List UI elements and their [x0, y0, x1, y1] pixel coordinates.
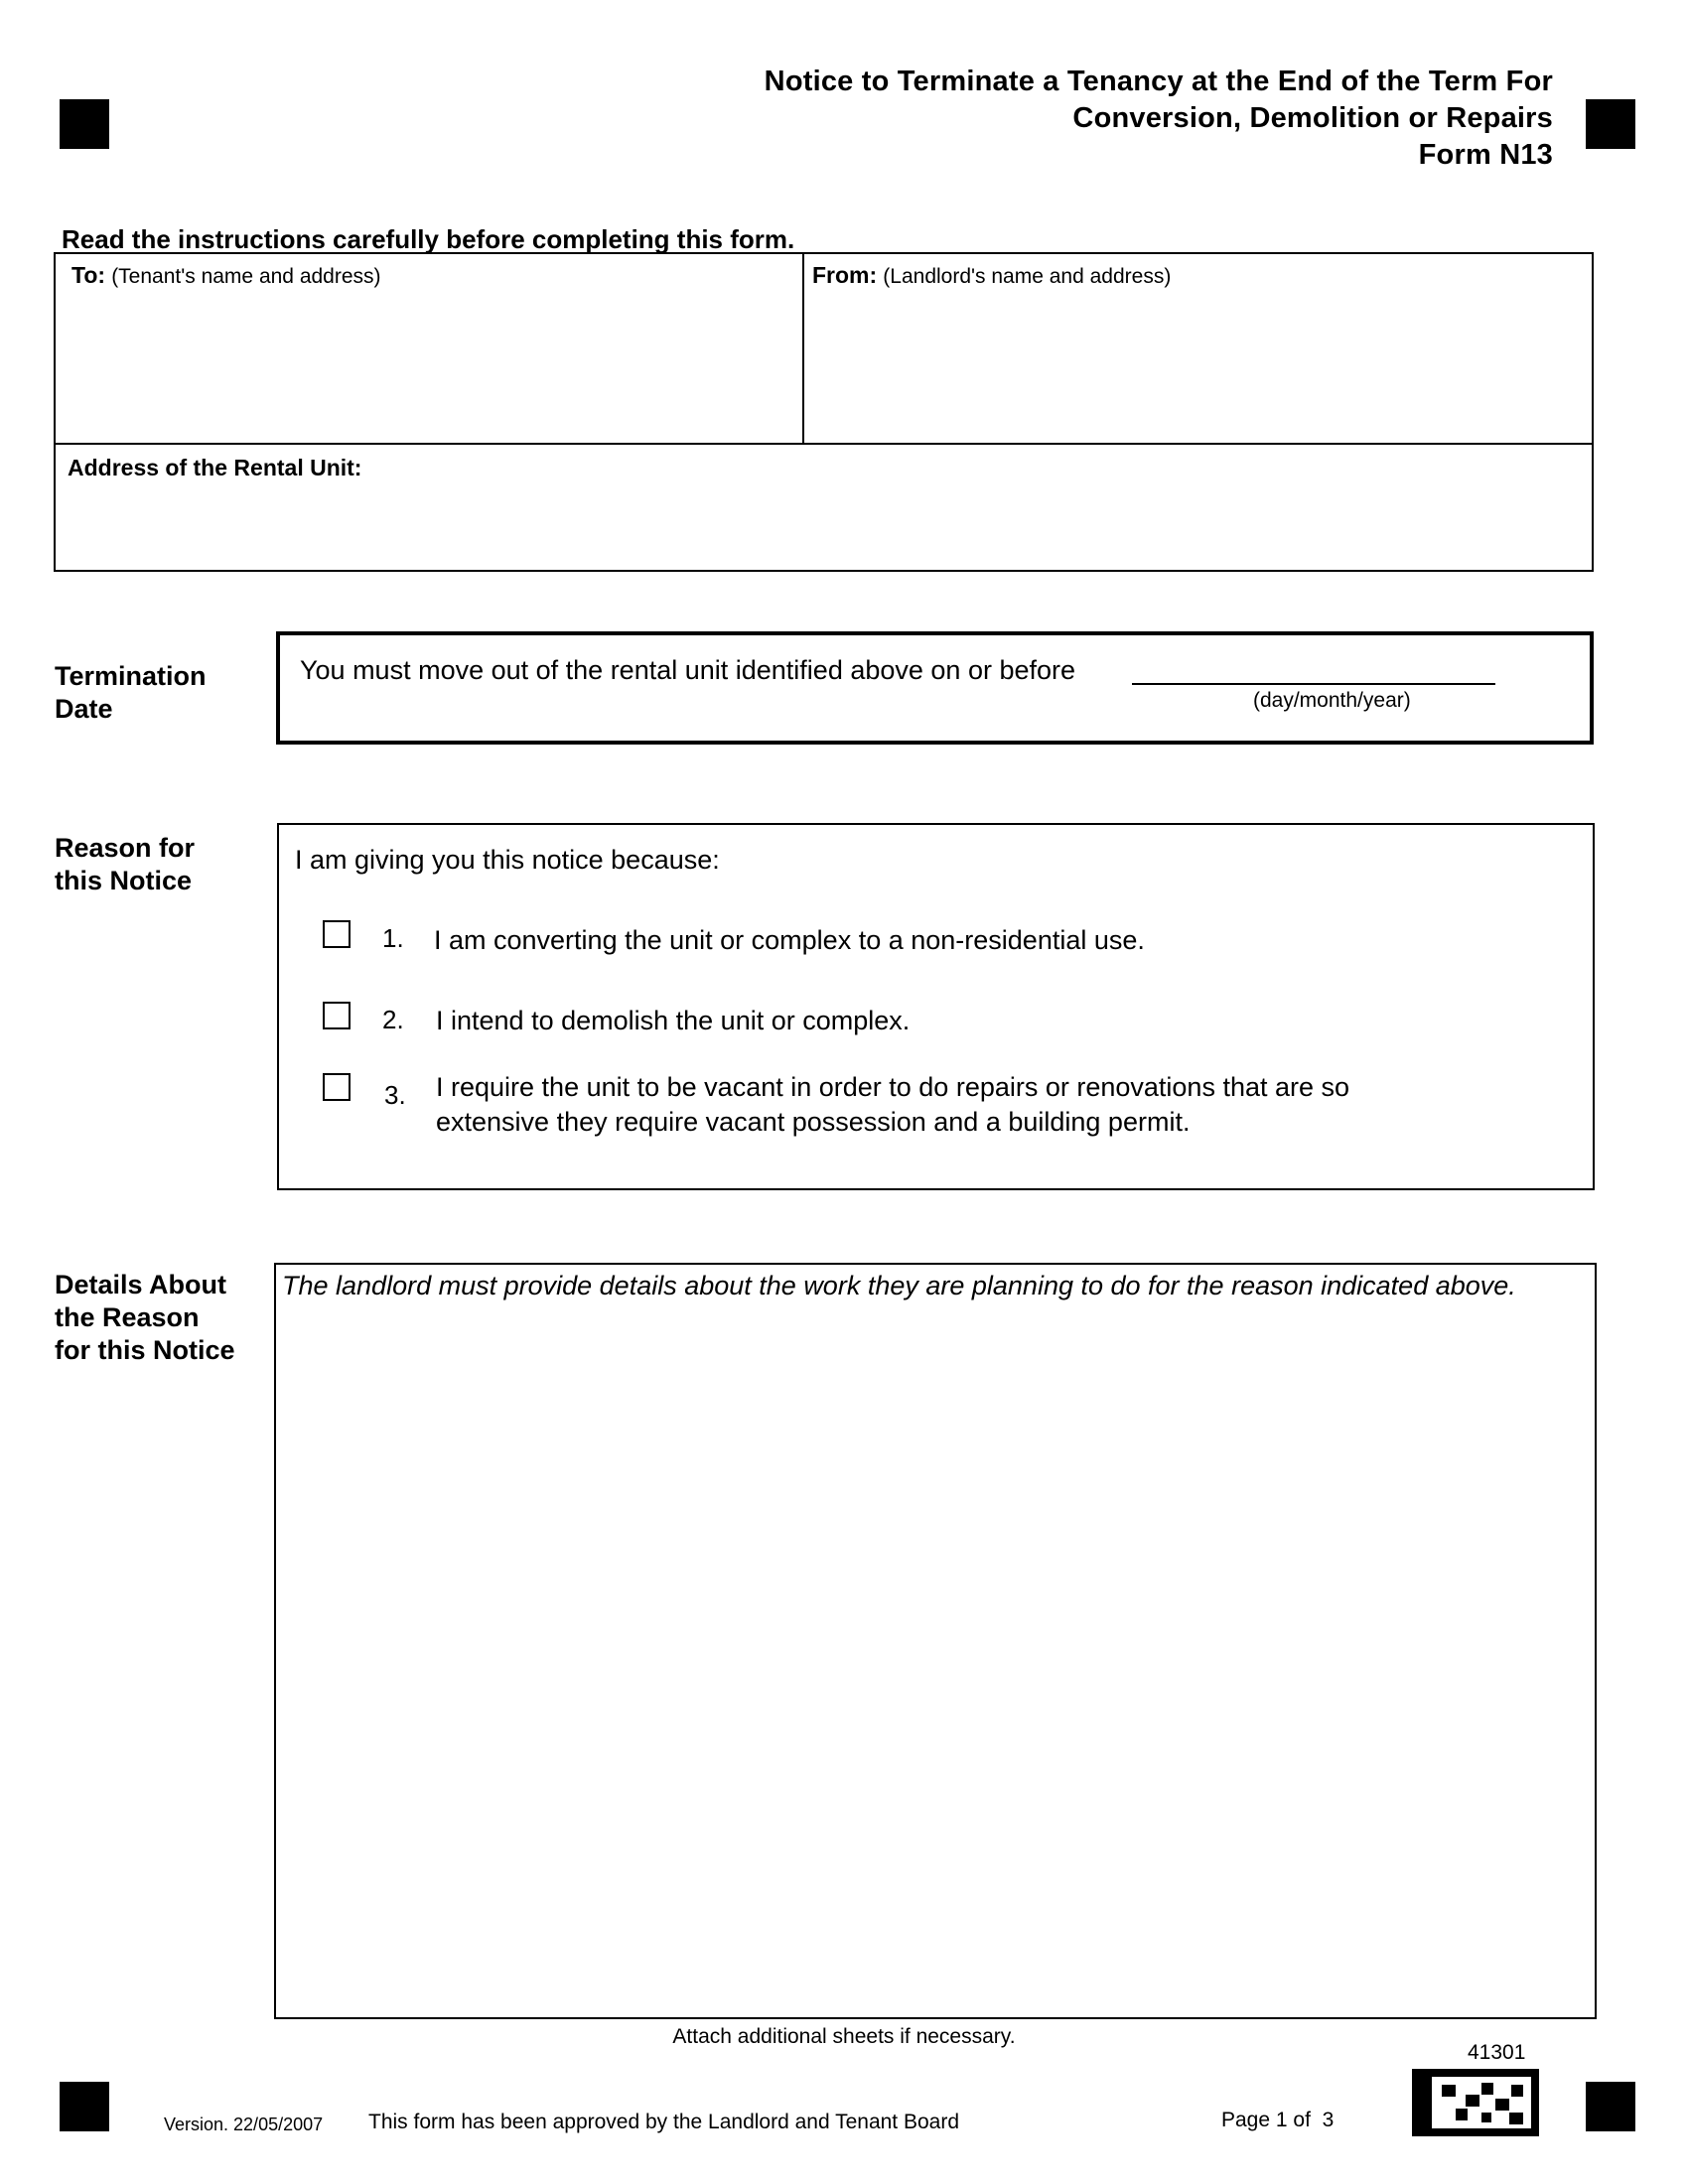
reason-section-label	[55, 832, 195, 897]
form-title-line-2: Conversion, Demolition or Repairs	[1072, 102, 1553, 134]
reason-2-text: I intend to demolish the unit or complex.	[436, 1006, 911, 1035]
barcode-icon	[1412, 2069, 1539, 2136]
details-label-line-1: Details About	[55, 1270, 227, 1299]
registration-mark-bottom-left	[60, 2082, 109, 2131]
form-code: 41301	[1468, 2041, 1526, 2064]
form-number: Form N13	[1418, 139, 1553, 171]
details-section-label	[55, 1269, 235, 1367]
form-title-line-1: Notice to Terminate a Tenancy at the End of the Term For	[764, 66, 1553, 97]
reason-label-line-1: Reason for	[55, 833, 196, 863]
reason-3-text-line-1: I require the unit to be vacant in order to do repairs or renovations that are so	[436, 1072, 1350, 1102]
reason-2-number: 2.	[382, 1005, 404, 1034]
date-format-hint: (day/month/year)	[1253, 689, 1411, 712]
details-textarea[interactable]	[274, 1263, 1597, 2019]
reason-box	[277, 823, 1595, 1190]
reason-label-line-2: this Notice	[55, 866, 193, 895]
reason-3-checkbox[interactable]	[323, 1073, 351, 1101]
registration-mark-bottom-right	[1586, 2082, 1635, 2131]
termination-text: You must move out of the rental unit identified above on or before	[300, 655, 1076, 685]
approval-text: This form has been approved by the Landlord and Tenant Board	[368, 2111, 960, 2133]
reason-1-checkbox[interactable]	[323, 920, 351, 948]
version-text: Version. 22/05/2007	[164, 2115, 324, 2134]
registration-mark-top-left	[60, 99, 109, 149]
tenant-hint: (Tenant's name and address)	[111, 265, 381, 288]
reason-2-checkbox[interactable]	[323, 1002, 351, 1029]
tenant-name-address-field[interactable]	[58, 256, 800, 441]
parties-divider-horizontal	[56, 443, 1592, 445]
details-label-line-2: the Reason	[55, 1302, 200, 1332]
reason-1-text: I am converting the unit or complex to a non-residential use.	[434, 925, 1145, 955]
termination-label-line-2: Date	[55, 694, 113, 724]
termination-date-box	[276, 631, 1594, 745]
reason-3-number: 3.	[384, 1080, 406, 1110]
termination-date-field[interactable]	[1132, 649, 1495, 685]
from-label: From:	[812, 262, 878, 288]
termination-date-section-label	[55, 660, 207, 726]
details-label-line-3: for this Notice	[55, 1335, 235, 1365]
reason-intro: I am giving you this notice because:	[295, 845, 720, 875]
reason-3-text-line-2: extensive they require vacant possession and a building permit.	[436, 1107, 1191, 1137]
details-instruction: The landlord must provide details about the work they are planning to do for the reason indicated above.	[282, 1271, 1516, 1300]
registration-mark-top-right	[1586, 99, 1635, 149]
landlord-name-address-field[interactable]	[806, 256, 1590, 441]
to-label: To:	[71, 262, 106, 288]
landlord-hint: (Landlord's name and address)	[883, 265, 1172, 288]
rental-unit-address-field[interactable]	[58, 447, 1590, 570]
reason-1-number: 1.	[382, 923, 404, 953]
parties-divider-vertical	[802, 254, 804, 444]
attach-sheets-note: Attach additional sheets if necessary.	[672, 2025, 1016, 2048]
rental-unit-address-label: Address of the Rental Unit:	[68, 455, 362, 480]
termination-label-line-1: Termination	[55, 661, 207, 691]
parties-block	[54, 252, 1594, 572]
page-number: Page 1 of 3	[1221, 2109, 1335, 2131]
from-label-group	[812, 262, 1171, 289]
instructions-note: Read the instructions carefully before completing this form.	[62, 224, 795, 254]
to-label-group	[71, 262, 381, 289]
